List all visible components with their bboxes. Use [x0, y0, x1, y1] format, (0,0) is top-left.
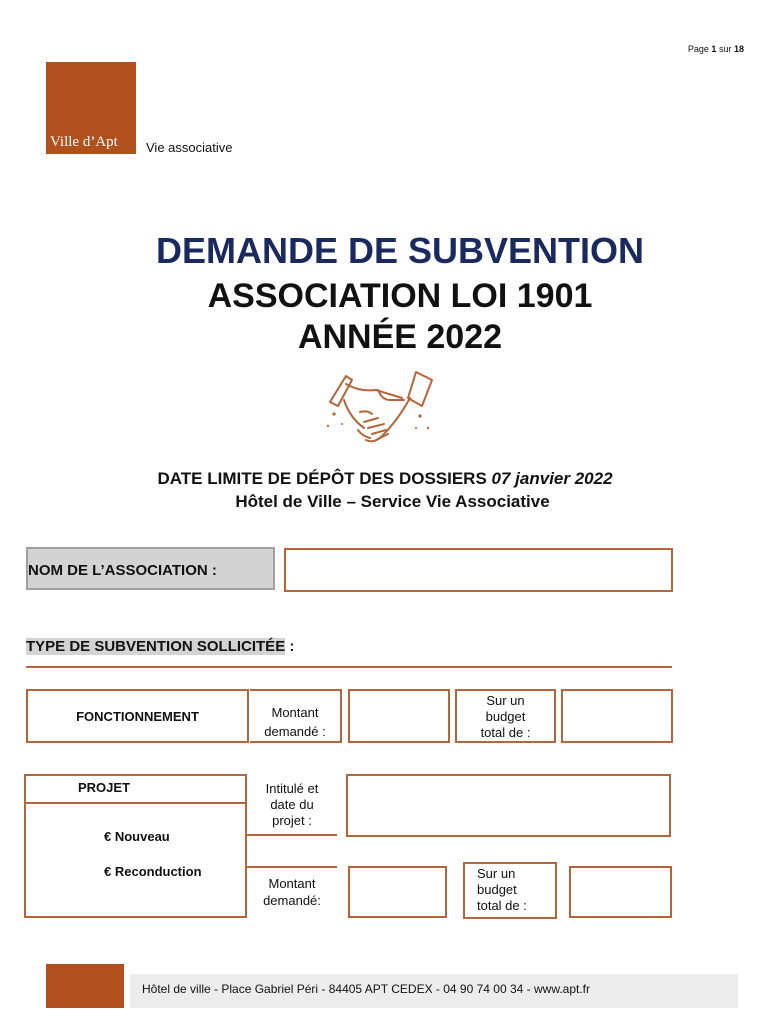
- logo-subtitle: Vie associative: [146, 140, 233, 155]
- projet-budget-label: [463, 862, 557, 919]
- projet-budget-line3: total de :: [477, 898, 527, 913]
- subsidy-type-suffix: :: [285, 638, 295, 655]
- projet-amount-line1: Montant: [268, 876, 316, 891]
- option-reconduction[interactable]: € Reconduction: [104, 864, 202, 879]
- fonctionnement-budget-label: [455, 689, 556, 743]
- deadline: [0, 469, 770, 489]
- handshake-icon: [320, 370, 440, 460]
- fonctionnement-budget-field[interactable]: [561, 689, 673, 743]
- subtitle-association: ASSOCIATION LOI 1901: [207, 277, 593, 315]
- fonctionnement-amount-line2: demandé :: [264, 724, 326, 739]
- projet-budget-field[interactable]: [569, 866, 672, 918]
- subsidy-type-text: TYPE DE SUBVENTION SOLLICITÉE: [26, 638, 286, 655]
- page-sep: sur: [718, 44, 732, 54]
- fonctionnement-amount-field[interactable]: [348, 689, 450, 743]
- association-name-field[interactable]: [284, 548, 673, 592]
- logo-text: Ville d’Apt: [50, 134, 118, 150]
- association-name-label: NOM DE L’ASSOCIATION :: [26, 547, 275, 590]
- fonctionnement-amount-line1: Montant: [271, 705, 319, 720]
- projet-title-field[interactable]: [346, 774, 671, 837]
- fonctionnement-label: FONCTIONNEMENT: [26, 689, 249, 743]
- projet-amount-label: [247, 866, 337, 918]
- deadline-date: 07 janvier 2022: [491, 469, 613, 488]
- logo: [46, 62, 136, 154]
- projet-amount-line2: demandé:: [263, 893, 321, 908]
- projet-title-label: [247, 774, 337, 836]
- projet-amount-field[interactable]: [348, 866, 447, 918]
- deadline-venue: Hôtel de Ville – Service Vie Associative: [235, 492, 550, 511]
- projet-title-line3: projet :: [272, 813, 312, 828]
- page-number: [688, 44, 744, 54]
- deadline-label: DATE LIMITE DE DÉPÔT DES DOSSIERS: [157, 469, 487, 488]
- main-title: DEMANDE DE SUBVENTION: [155, 230, 645, 271]
- projet-budget-line2: budget: [477, 882, 517, 897]
- section-divider: [26, 666, 672, 668]
- fonctionnement-budget-line2: budget: [485, 709, 526, 724]
- footer-accent-block: [46, 964, 124, 1008]
- fonctionnement-budget-line1: Sur un: [486, 693, 525, 708]
- page-total: 18: [733, 44, 744, 54]
- footer-text: Hôtel de ville - Place Gabriel Péri - 84405 APT CEDEX - 04 90 74 00 34 - www.apt.fr: [142, 982, 590, 996]
- subtitle-year: ANNÉE 2022: [297, 318, 503, 356]
- subsidy-type-label: [26, 638, 294, 655]
- fonctionnement-amount-label: [250, 689, 342, 743]
- option-nouveau[interactable]: € Nouveau: [104, 829, 170, 844]
- projet-title-line1: Intitulé et: [265, 781, 319, 796]
- projet-budget-line1: Sur un: [477, 866, 516, 881]
- projet-label: PROJET: [24, 774, 247, 804]
- page-current: 1: [711, 44, 717, 54]
- fonctionnement-budget-line3: total de :: [480, 725, 531, 740]
- projet-title-line2: date du: [270, 797, 314, 812]
- page-prefix: Page: [687, 44, 709, 54]
